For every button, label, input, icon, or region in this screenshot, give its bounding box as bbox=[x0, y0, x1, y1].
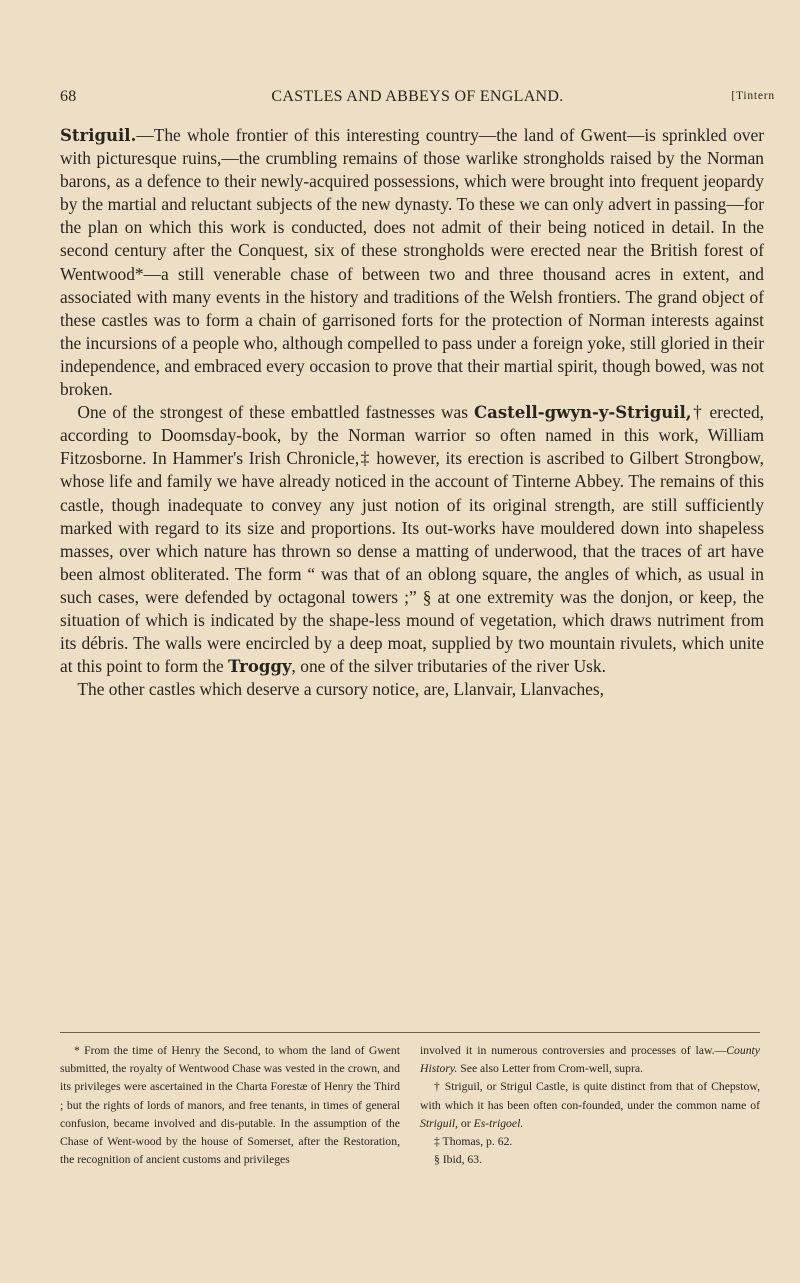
footnote-column-right bbox=[420, 1042, 760, 1169]
footnote-3: ‡ Thomas, p. 62. bbox=[434, 1135, 513, 1149]
blackletter-heading: Striguil. bbox=[60, 126, 137, 145]
blackletter-castle-name: Castell-gwyn-y-Striguil, bbox=[474, 403, 692, 423]
section-label: [Tintern bbox=[731, 90, 775, 102]
footnote-column-left bbox=[60, 1042, 400, 1169]
footnote-2 bbox=[420, 1078, 760, 1133]
paragraph-1-text: —The whole frontier of this interesting country—the land of Gwent—is sprinkled over with picturesque ruins,—the crumbling remains of those warlike strongholds raised by the Norman barons, as a defence to their newly-acquired possessions, which were brought into frequent jeopardy by the martial and reluctant subjects of the new dynasty. To these we can only advert in passing—for the plan on which this work is conducted, does not admit of their being noticed in detail. In the second century after the Conquest, six of these strongholds were erected near the British forest of Wentwood*—a still venerable chase of between two and three thousand acres in extent, and associated with many events in the history and traditions of the Welsh frontiers. The grand object of these castles was to form a chain of garrisoned forts for the protection of Norman interests against the incursions of a people who, although compelled to pass under a foreign yoke, still gloried in their independence, and embraced every occasion to prove that their martial spirit, though bowed, was not broken. bbox=[60, 125, 764, 400]
footnote-2-term-2: Es-trigoel. bbox=[473, 1116, 524, 1130]
paragraph-3-text: The other castles which deserve a cursory notice, are, Llanvair, Llanvaches, bbox=[77, 679, 604, 700]
footnote-2-text: † Striguil, or Strigul Castle, is quite distinct from that of Chepstow, with which it has been often con-founded, under the common name of bbox=[420, 1080, 760, 1112]
footnote-divider bbox=[60, 1032, 760, 1033]
footnote-1-citation: County History. bbox=[420, 1044, 760, 1076]
footnote-1-continued bbox=[420, 1042, 760, 1078]
footnote-1-end: See also Letter from Crom-well, supra. bbox=[457, 1062, 643, 1076]
paragraph-2-text-b: † erected, according to Doomsday-book, by the Norman warrior so often named in this work, William Fitzosborne. In Hammer's Irish Chronicle,‡ however, its erection is ascribed to Gilbert Strongbow, whose life and family we have already noticed in the account of Tinterne Abbey. The remains of this castle, though inadequate to convey any just notion of its original strength, are still sufficiently marked with regard to its size and proportions. Its out-works have mouldered down into shapeless masses, over which nature has thrown so dense a matting of underwood, that the traces of art have been almost obliterated. The form “ was that of an oblong square, the angles of which, as usual in such cases, were defended by octagonal towers ;” § at one extremity was the donjon, or keep, the situation of which is indicated by the shape-less mound of vegetation, which draws nutriment from its débris. The walls were encircled by a deep moat, supplied by two mountain rivulets, which unite at this point to form the bbox=[60, 402, 764, 677]
footnote-1: * From the time of Henry the Second, to whom the land of Gwent submitted, the royalty of Wentwood Chase was vested in the crown, and its privileges were ascertained in the Charta Forestæ of Henry the Third ; but the rights of lords of manors, and free tenants, in times of general confusion, became involved and dis-putable. In the assumption of the Chase of Went-wood by the house of Somerset, after the Restoration, the recognition of ancient customs and privileges bbox=[60, 1044, 400, 1167]
footnote-4: § Ibid, 63. bbox=[434, 1153, 483, 1167]
paragraph-2-text-c: , one of the silver tributaries of the river Usk. bbox=[291, 656, 606, 677]
blackletter-river-name: Troggy bbox=[228, 657, 292, 677]
paragraph-3 bbox=[60, 678, 764, 701]
paragraph-2-text-a: One of the strongest of these embattled fastnesses was bbox=[77, 402, 474, 423]
page-header bbox=[60, 88, 775, 110]
page-number: 68 bbox=[60, 88, 77, 105]
footnote-1-cont-text: involved it in numerous controversies and processes of law.— bbox=[420, 1044, 727, 1057]
paragraph-2 bbox=[60, 401, 764, 678]
footnote-2-mid: , or bbox=[455, 1116, 474, 1130]
paragraph-1 bbox=[60, 124, 764, 401]
main-text bbox=[60, 124, 764, 701]
footnote-2-term-1: Striguil bbox=[420, 1116, 456, 1130]
running-title: CASTLES AND ABBEYS OF ENGLAND. bbox=[271, 88, 564, 105]
